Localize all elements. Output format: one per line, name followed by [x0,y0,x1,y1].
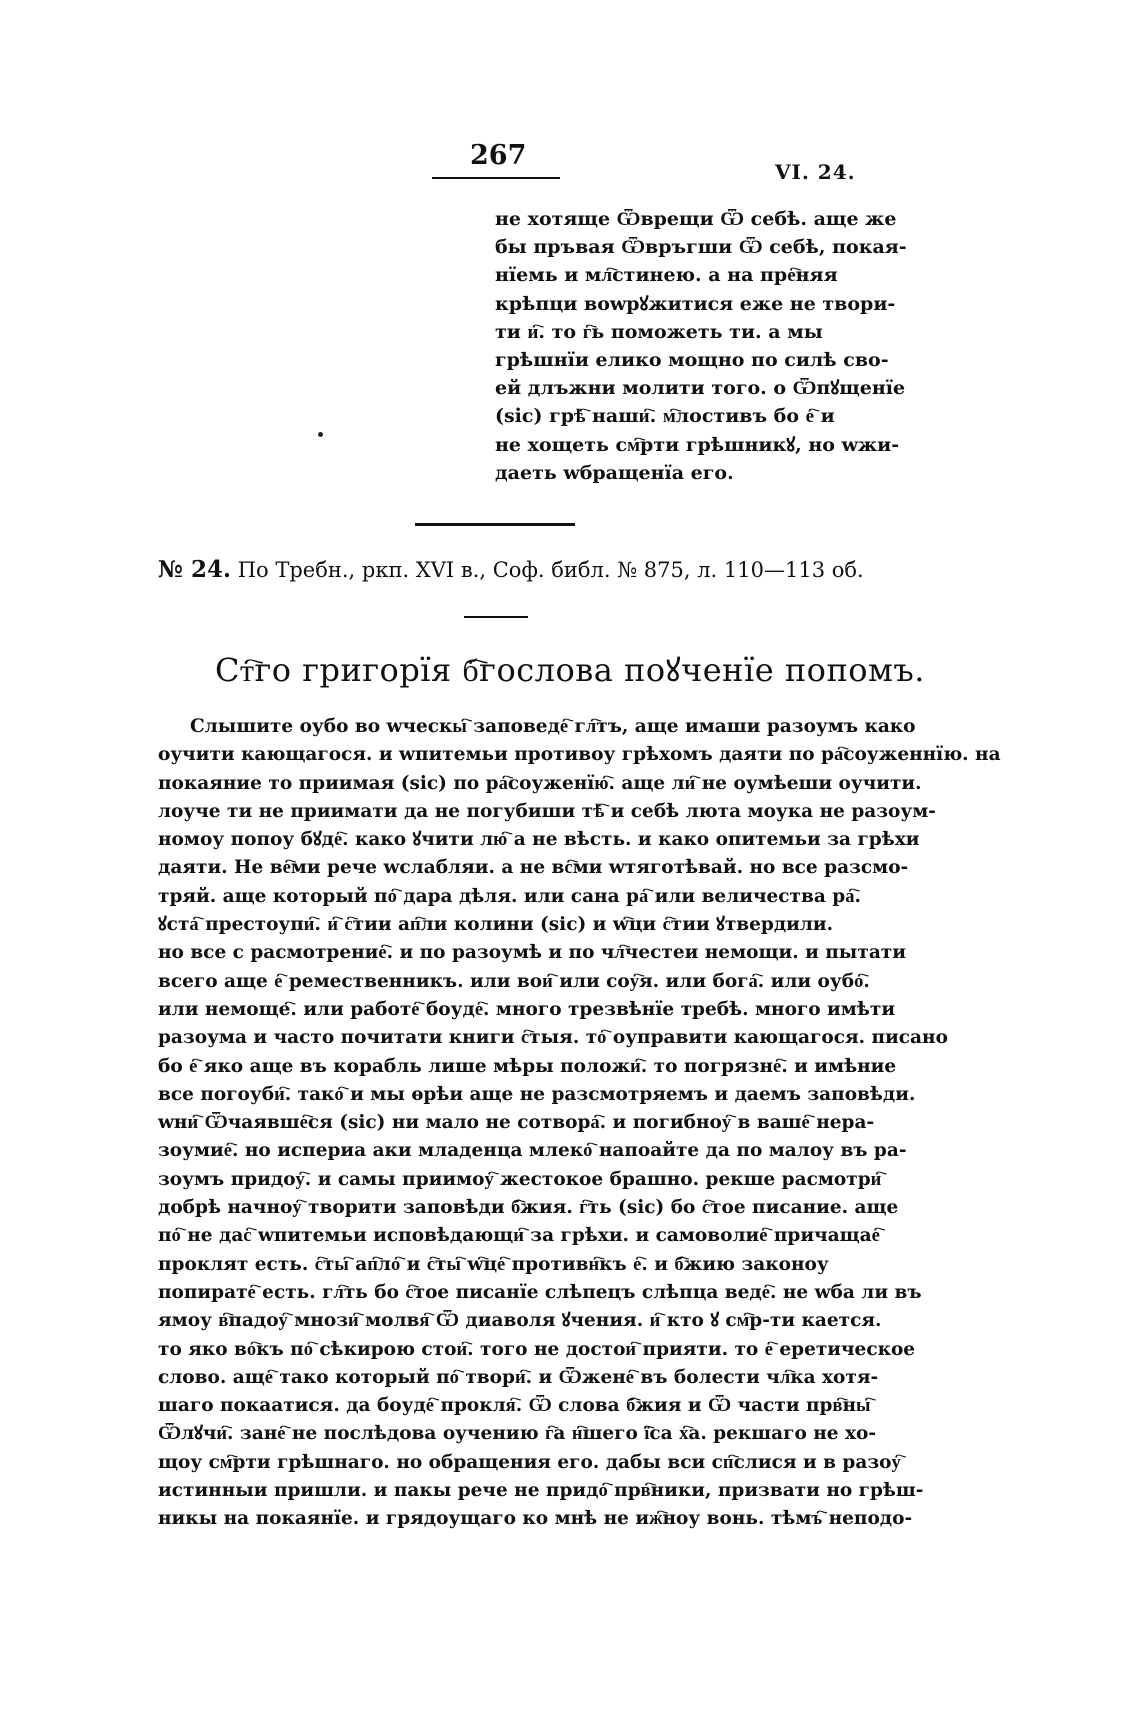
body-text-line: по҇ не дас҇ wпитемьи исповѣдающи҇ за грѣхи. и самоволие҇ причащае҇ [158,1225,880,1247]
body-text-line: щоу см҇рти грѣшнаго. но обращения его. дабы вси сп҇слися и в разоу҇ [158,1451,901,1473]
body-text-line: то яко во҇къ по҇ сѣкирою стои҇. того не достои҇ прияти. то е҇ еретическое [158,1338,916,1360]
body-text-line: ꙋста҇ престоупи҇. и҇ с҇тии ап҇ли колини (sic) и w҇ци с҇тии ꙋтвердили. [158,914,834,936]
body-text-line: шаго покаатися. да боуде҇ прокля҇. Ѿ слова б҇жия и Ѿ части прв҇ны҇ [158,1395,871,1417]
body-text-line: номоу попоу бꙋде҇. како ꙋчити лю҇ а не вѣсть. и како опитемьи за грѣхи [158,829,920,851]
body-text-line: тряй. аще который по҇ дара дѣля. или сана ра҇ или величества ра҇. [158,885,861,907]
body-text-line: попирате҇ есть. гл҇ть бо с҇тое писанїе слѣпецъ слѣпца веде҇. не wба ли въ [158,1281,922,1303]
body-text-line: проклят есть. с҇ты҇ ап҇ло҇ и с҇ты҇ w҇це҇ противн҇къ е҇. и б҇жию законоу [158,1253,829,1275]
body-text-line: зоумие҇. но испериа аки младенца млеко҇ напоайте да по малоу въ ра- [158,1140,907,1162]
body-text-line: но все с расмотрение҇. и по разоумѣ и по чл҇честеи немощи. и пытати [158,942,906,964]
body-text-line: ямоу в҇падоу҇ мнози҇ молвя҇ Ѿ диаволя ꙋчения. и҇ кто ꙋ см҇р-ти кается. [158,1310,882,1332]
body-text-line: Слышите оубо во wческы҇ заповеде҇ гл҇тъ, аще имаши разоумъ како [190,716,916,737]
top-text-line: не хощеть см҇рти грѣшникꙋ, но wжи- [495,433,900,456]
body-text-line: слово. аще҇ тако который по҇ твори҇. и Ѿжене҇ въ болести чл҇ка хотя- [158,1366,879,1388]
top-text-line: ей длъжни молити того. о Ѿпꙋщенїе [495,377,906,400]
body-text-line: или немощe҇. или работе҇ боуде҇. много трезвѣнїе требѣ. много имѣти [158,998,896,1020]
top-text-line: бы пръвая Ѿвръгши Ѿ себѣ, покая- [495,236,907,259]
top-text-column [495,205,907,487]
top-text-line: крѣпци воwрꙋжитися еже не твори- [495,292,896,315]
body-text-line: оучити кающагося. и wпитемьи противоу грѣхомъ даяти по ра҇соуженнїю. на [158,744,1001,766]
top-text-line: ти и҇. то г҇ь поможеть ти. а мы [495,320,823,343]
body-text-line: зоумъ придоу҇. и самы приимоу҇ жестокое брашно. рекше расмотри҇ [158,1168,882,1190]
body-text-line: wни҇ Ѿчаявше҇ся (sic) ни мало не сотвора҇. и погибноу҇ в ваше҇ нера- [158,1112,875,1134]
body-text-line: никы на покаянїе. и грядоущаго ко мнѣ не иж҇ноу вонь. тѣмъ҇ неподо- [158,1508,913,1530]
top-text-line: даеть wбращенїа его. [495,461,734,484]
top-text-line: нїемь и мл҇стинею. а на пре҇няя [495,264,838,287]
body-text-line: разоума и часто почитати книги с҇тыя. то҇ оуправити кающагося. писано [158,1027,948,1049]
section-reference: VI. 24. [775,160,856,184]
body-text-line: всего аще е҇ ремественникъ. или вои҇ или соу҇я. или бога҇. или оубо҇. [158,970,870,992]
page-number-rule [432,177,560,179]
section-divider-short [464,616,528,618]
page-number: 267 [470,140,527,171]
section-divider-long [415,523,575,526]
top-text-line: не хотяще Ѿврещи Ѿ себѣ. аще же [495,208,897,230]
body-text-line: даяти. Не ве҇ми рече wслабляи. а не вс҇ми wтяготѣвай. но все разсмо- [158,857,909,879]
document-number: № 24. [158,556,232,583]
body-text-line: бо е҇ яко аще въ корабль лише мѣры положи҇. то погрязне҇. и имѣние [158,1055,897,1077]
top-text-line: (sic) грѣ҇ наши҇. м҇лостивъ бо е҇ и [495,405,835,428]
body-text-line: лоуче ти не приимати да не погубиши тѣ҇ и себѣ люта моука не разоум- [158,800,936,822]
top-text-line: грѣшнїи елико мощно по силѣ сво- [495,348,889,371]
dot-mark [318,432,323,437]
body-text-column [158,713,1001,1534]
body-text-line: истинныи пришли. и пакы рече не придо҇ прв҇ники, призвати но грѣш- [158,1480,924,1502]
document-heading: Ст҇го григорїя б҇гослова поꙋченїе попомъ. [215,651,925,689]
body-text-line: все погоуби҇. тако҇ и мы ѳрѣи аще не разсмотряемъ и даемъ заповѣди. [158,1083,916,1105]
source-citation: По Требн., ркп. XVI в., Соф. библ. № 875, л. 110—113 об. [237,558,864,582]
body-text-line: Ѿлꙋчи҇. зане҇ не послѣдова оучению г҇а н҇шего ї҇са х҇а. рекшаго не хо- [158,1423,877,1445]
body-text-line: добрѣ начноу҇ творити заповѣди б҇жия. г҇ть (sic) бо с҇тое писание. аще [158,1197,899,1219]
body-text-line: покаяние то приимая (sic) по ра҇соуженїю҇. аще ли҇ не оумѣеши оучити. [158,772,922,794]
source-reference [158,556,864,583]
